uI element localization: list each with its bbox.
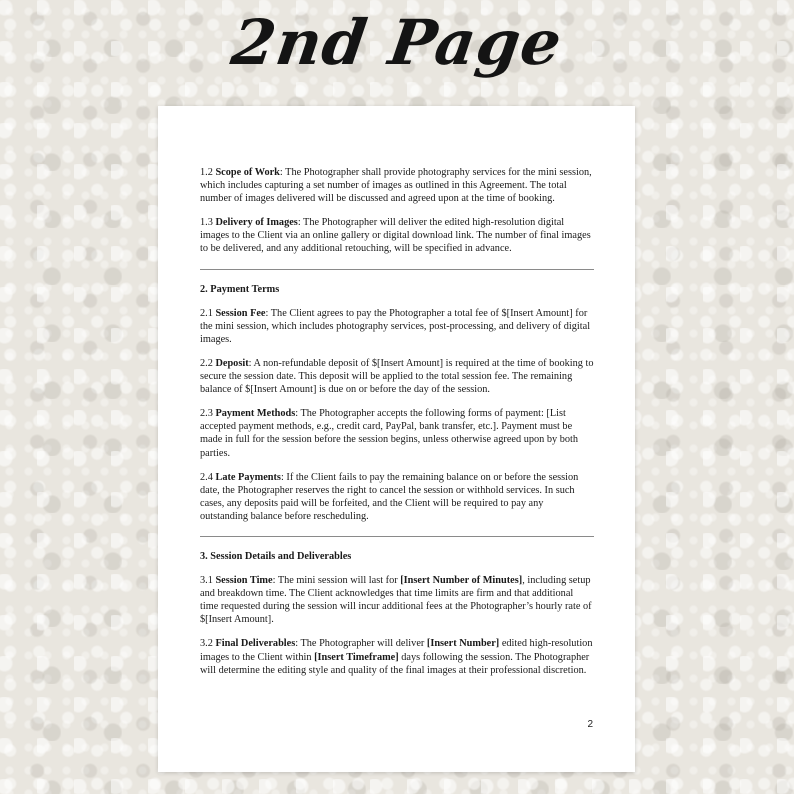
clause-text: : The Client agrees to pay the Photographer a total fee of $[Insert Amount] for the mini session, which includes photography services, post-processing, and delivery of digital images. <box>200 307 591 345</box>
clause-1-3 <box>200 216 594 255</box>
clause-label: Scope of Work <box>215 167 280 178</box>
clause-number: 3.1 <box>200 575 213 587</box>
clause-label: Late Payments <box>215 471 281 483</box>
clause-number: 1.3 <box>200 217 213 229</box>
clause-text: : A non-refundable deposit of $[Insert Amount] is required at the time of booking to secure the session date. This deposit will be applied to the total session fee. The remaining balance of $[Insert Amount] is due on or before the day of the session. <box>200 357 594 396</box>
placeholder-minutes: [Insert Number of Minutes] <box>400 575 523 587</box>
clause-label: Session Fee <box>215 307 266 319</box>
section-divider <box>200 269 594 270</box>
section-heading-payment-terms: 2. Payment Terms <box>200 283 280 295</box>
clause-2-1 <box>200 307 594 346</box>
clause-label: Session Time <box>215 575 273 587</box>
clause-text: days following the session. The Photographer will determine the editing style and quality of the final images at their professional discretion. <box>200 651 590 676</box>
clause-text: : The mini session will last for <box>272 575 401 587</box>
document-content <box>200 166 594 688</box>
clause-1-2 <box>200 166 594 205</box>
page-number: 2 <box>587 719 593 730</box>
placeholder-timeframe: [Insert Timeframe] <box>314 651 399 663</box>
clause-number: 2.2 <box>200 357 213 369</box>
banner-title: 2nd Page <box>227 6 567 79</box>
section-heading-session-details: 3. Session Details and Deliverables <box>200 550 352 562</box>
clause-text: : The Photographer shall provide photography services for the mini session, which includes capturing a set number of images as outlined in this Agreement. The total number of images delivered will be discussed and agreed upon at the time of booking. <box>200 167 592 205</box>
clause-2-3 <box>200 407 594 459</box>
clause-number: 2.4 <box>200 471 213 483</box>
clause-number: 3.2 <box>200 638 213 650</box>
clause-2-4 <box>200 471 594 523</box>
clause-2-2 <box>200 357 594 396</box>
clause-number: 2.1 <box>200 307 213 319</box>
document-page <box>158 106 635 772</box>
clause-3-2 <box>200 637 594 676</box>
clause-label: Final Deliverables <box>215 638 296 650</box>
clause-number: 1.2 <box>200 167 213 178</box>
clause-text: : The Photographer accepts the following forms of payment: [List accepted payment methods, e.g., credit card, PayPal, bank transfer, etc.]. Payment must be made in full for the session before the session begins, unless otherwise agreed upon by both parties. <box>200 408 579 459</box>
clause-label: Deposit <box>215 357 249 369</box>
placeholder-number: [Insert Number] <box>426 638 500 650</box>
clause-text: : The Photographer will deliver the edited high-resolution digital images to the Client via an online gallery or digital download link. The number of final images to be delivered, and any additional retouching, will be specified in advance. <box>200 217 591 255</box>
clause-label: Delivery of Images <box>215 217 298 229</box>
clause-text: , including setup and breakdown time. The Client acknowledges that time limits are firm and that additional time requested during the session will incur additional fees at the Photographer’s hourly rate of $[Insert Amount]. <box>200 575 592 626</box>
clause-number: 2.3 <box>200 408 213 420</box>
clause-text: : If the Client fails to pay the remaining balance on or before the session date, the Photographer reserves the right to cancel the session or withhold services. In such cases, any deposits paid will be forfeited, and the Client will be required to pay any outstanding balance before rescheduling. <box>200 471 579 522</box>
clause-3-1 <box>200 574 594 626</box>
clause-text: : The Photographer will deliver <box>295 638 427 650</box>
clause-text: edited high-resolution images to the Client within <box>200 638 593 663</box>
section-divider <box>200 536 594 537</box>
clause-label: Payment Methods <box>215 408 296 420</box>
